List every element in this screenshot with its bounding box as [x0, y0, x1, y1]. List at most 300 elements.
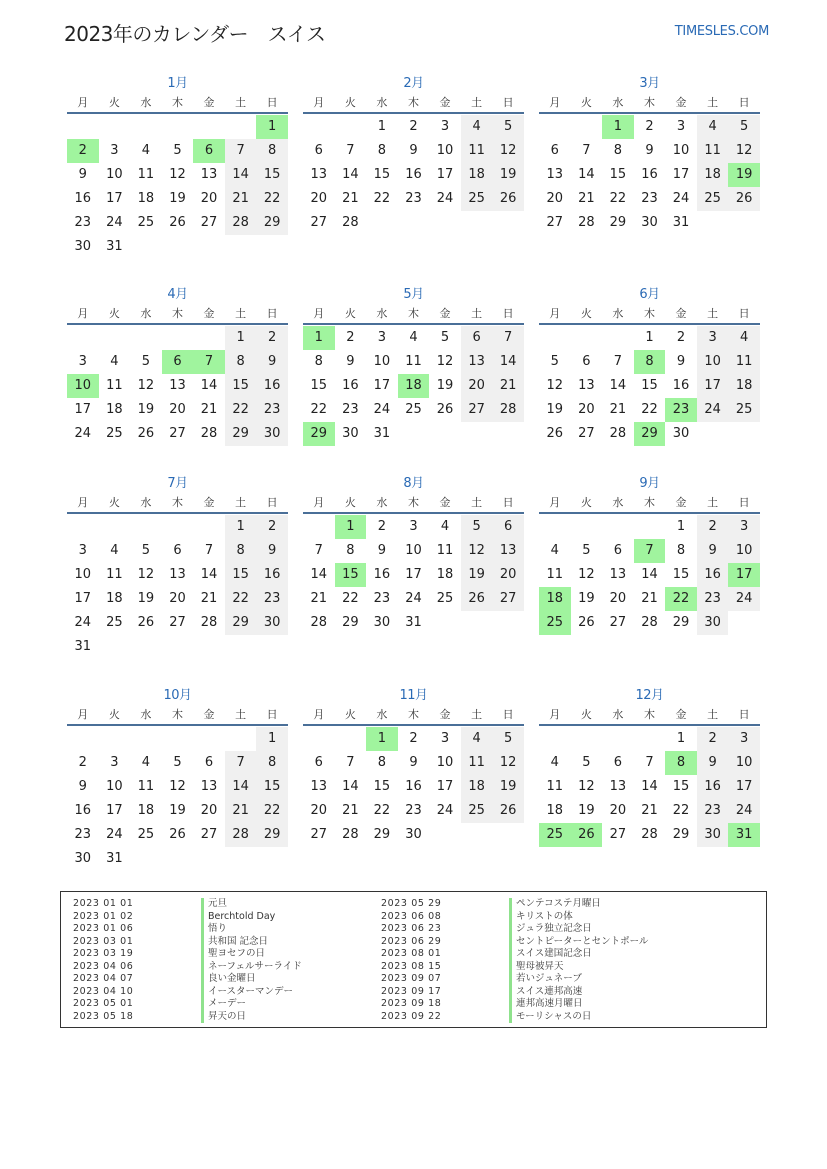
day-cell: 10 — [672, 143, 690, 158]
day-cell: 20 — [310, 191, 328, 206]
day-cell: 22 — [609, 191, 627, 206]
holiday-day-cell: 22 — [665, 587, 697, 611]
weekday-label: 火 — [108, 307, 120, 320]
day-cell: 23 — [373, 591, 391, 606]
day-cell: 14 — [200, 378, 218, 393]
day-cell: 16 — [74, 803, 92, 818]
day-cell: 7 — [613, 354, 623, 369]
day-cell: 25 — [137, 215, 155, 230]
month-block — [303, 73, 524, 235]
day-cell: 9 — [377, 543, 387, 558]
day-cell: 12 — [169, 167, 186, 182]
legend-row — [73, 948, 302, 961]
day-cell: 17 — [436, 167, 454, 182]
day-cell: 15 — [256, 775, 288, 799]
weekday-label: 火 — [580, 496, 592, 509]
empty-cell — [130, 515, 162, 539]
day-cell: 3 — [377, 330, 387, 345]
holiday-name: Berchtold Day — [201, 911, 275, 924]
holiday-day-cell: 6 — [162, 350, 194, 374]
day-cell: 12 — [578, 567, 595, 582]
day-cell: 28 — [342, 215, 359, 230]
day-cell: 21 — [225, 187, 257, 211]
day-cell: 4 — [728, 326, 760, 350]
weekday-label: 日 — [502, 496, 514, 509]
holiday-day-cell: 8 — [665, 751, 697, 775]
empty-cell — [162, 515, 194, 539]
day-cell: 27 — [200, 215, 218, 230]
day-cell: 31 — [106, 239, 123, 254]
weekday-header — [303, 95, 524, 114]
month-name: 3月 — [639, 76, 660, 91]
day-cell: 24 — [436, 803, 454, 818]
day-grid — [539, 514, 760, 635]
day-cell: 21 — [310, 591, 328, 606]
day-cell: 19 — [578, 803, 595, 818]
month-block — [539, 284, 760, 446]
day-cell: 28 — [492, 398, 524, 422]
day-cell: 14 — [609, 378, 627, 393]
weekday-label: 水 — [376, 708, 388, 721]
weekday-label: 土 — [471, 496, 483, 509]
weekday-label: 木 — [407, 496, 419, 509]
day-cell: 31 — [405, 615, 422, 630]
day-cell: 27 — [609, 827, 627, 842]
day-cell: 22 — [373, 191, 391, 206]
day-cell: 1 — [676, 519, 686, 534]
holiday-date: 2023 04 07 — [73, 973, 134, 984]
month-name: 8月 — [403, 476, 424, 491]
weekday-label: 水 — [140, 96, 152, 109]
holiday-name: ネーフェルサーライド — [201, 961, 302, 974]
weekday-label: 火 — [580, 307, 592, 320]
day-grid — [67, 726, 288, 871]
day-cell: 22 — [672, 803, 690, 818]
weekday-header — [539, 707, 760, 726]
day-cell: 27 — [609, 615, 627, 630]
day-cell: 12 — [492, 751, 524, 775]
day-cell: 31 — [106, 851, 123, 866]
day-cell: 24 — [74, 426, 92, 441]
day-cell: 26 — [492, 799, 524, 823]
weekday-label: 木 — [171, 96, 183, 109]
weekday-header — [539, 495, 760, 514]
day-cell: 31 — [74, 639, 92, 654]
site-name[interactable]: TIMESLES.COM — [674, 24, 769, 39]
holiday-name: 聖ヨセフの日 — [201, 948, 265, 961]
day-cell: 9 — [676, 354, 686, 369]
day-cell: 27 — [546, 215, 564, 230]
weekday-label: 土 — [707, 96, 719, 109]
day-cell: 25 — [461, 187, 493, 211]
holiday-date: 2023 05 29 — [381, 898, 442, 909]
day-cell: 30 — [697, 611, 729, 635]
day-cell: 5 — [141, 543, 151, 558]
holiday-day-cell: 1 — [366, 727, 398, 751]
month-block — [67, 685, 288, 871]
legend-row — [381, 1011, 648, 1024]
legend-row — [381, 898, 648, 911]
day-cell: 29 — [225, 422, 257, 446]
month-name: 10月 — [163, 688, 192, 703]
empty-cell — [130, 727, 162, 751]
day-cell: 18 — [546, 803, 564, 818]
day-cell: 25 — [728, 398, 760, 422]
empty-cell — [571, 115, 603, 139]
day-cell: 29 — [672, 615, 690, 630]
day-cell: 11 — [137, 167, 155, 182]
day-cell: 5 — [440, 330, 450, 345]
day-cell: 8 — [314, 354, 323, 369]
day-cell: 30 — [342, 426, 359, 441]
weekday-label: 月 — [313, 307, 325, 320]
day-cell: 26 — [461, 587, 493, 611]
weekday-label: 金 — [203, 96, 215, 109]
weekday-label: 水 — [140, 708, 152, 721]
weekday-label: 水 — [612, 96, 624, 109]
day-cell: 27 — [492, 587, 524, 611]
day-cell: 25 — [106, 615, 123, 630]
day-cell: 14 — [641, 567, 658, 582]
day-cell: 3 — [676, 119, 686, 134]
day-cell: 17 — [74, 591, 92, 606]
day-cell: 1 — [256, 727, 288, 751]
day-cell: 24 — [405, 591, 422, 606]
day-cell: 27 — [310, 215, 328, 230]
weekday-label: 水 — [612, 496, 624, 509]
weekday-header — [67, 707, 288, 726]
month-name: 9月 — [639, 476, 660, 491]
legend-row — [381, 936, 648, 949]
day-cell: 9 — [409, 755, 418, 770]
day-cell: 3 — [728, 515, 760, 539]
day-cell: 21 — [342, 191, 359, 206]
weekday-label: 木 — [643, 96, 655, 109]
day-cell: 5 — [492, 115, 524, 139]
weekday-label: 土 — [471, 307, 483, 320]
day-cell: 17 — [106, 803, 123, 818]
day-cell: 9 — [346, 354, 355, 369]
day-cell: 23 — [405, 191, 422, 206]
day-cell: 19 — [492, 775, 524, 799]
legend-column-right — [381, 898, 648, 1023]
day-cell: 14 — [578, 167, 595, 182]
day-cell: 22 — [641, 402, 658, 417]
day-cell: 11 — [546, 779, 564, 794]
month-block — [67, 284, 288, 446]
day-cell: 28 — [200, 426, 218, 441]
weekday-header — [303, 306, 524, 325]
day-cell: 26 — [169, 827, 186, 842]
day-cell: 24 — [672, 191, 690, 206]
day-cell: 1 — [225, 326, 257, 350]
empty-cell — [303, 727, 335, 751]
day-cell: 14 — [225, 163, 257, 187]
day-cell: 26 — [137, 615, 155, 630]
day-cell: 7 — [225, 139, 257, 163]
day-cell: 23 — [405, 803, 422, 818]
day-cell: 8 — [225, 350, 257, 374]
day-cell: 22 — [225, 587, 257, 611]
holiday-name: 連邦高速月曜日 — [509, 998, 583, 1011]
day-cell: 18 — [137, 803, 155, 818]
weekday-label: 水 — [376, 307, 388, 320]
weekday-label: 月 — [549, 708, 561, 721]
weekday-label: 火 — [344, 496, 356, 509]
legend-row — [381, 973, 648, 986]
holiday-date: 2023 09 18 — [381, 998, 442, 1009]
weekday-label: 木 — [407, 708, 419, 721]
day-cell: 13 — [492, 539, 524, 563]
day-cell: 27 — [169, 426, 186, 441]
day-cell: 1 — [645, 330, 654, 345]
day-cell: 29 — [342, 615, 359, 630]
month-block — [67, 73, 288, 259]
legend-row — [73, 936, 302, 949]
weekday-label: 水 — [140, 307, 152, 320]
holiday-date: 2023 06 23 — [381, 923, 442, 934]
day-cell: 7 — [204, 543, 214, 558]
weekday-header — [303, 707, 524, 726]
day-cell: 14 — [342, 167, 359, 182]
weekday-label: 土 — [471, 708, 483, 721]
holiday-date: 2023 01 02 — [73, 910, 134, 922]
day-cell: 28 — [310, 615, 328, 630]
day-cell: 29 — [225, 611, 257, 635]
day-cell: 23 — [74, 215, 92, 230]
day-cell: 4 — [110, 543, 119, 558]
weekday-label: 日 — [502, 307, 514, 320]
day-cell: 11 — [728, 350, 760, 374]
empty-cell — [99, 326, 131, 350]
holiday-name: 良い金曜日 — [201, 973, 256, 986]
holiday-day-cell: 29 — [303, 422, 335, 446]
day-cell: 15 — [225, 374, 257, 398]
weekday-label: 金 — [439, 96, 451, 109]
holiday-date: 2023 04 06 — [73, 960, 134, 972]
holiday-day-cell: 1 — [256, 115, 288, 139]
day-cell: 4 — [550, 755, 559, 770]
weekday-label: 土 — [235, 708, 247, 721]
weekday-label: 金 — [203, 708, 215, 721]
day-cell: 5 — [582, 755, 591, 770]
day-cell: 19 — [578, 591, 595, 606]
weekday-label: 月 — [77, 496, 89, 509]
day-cell: 3 — [440, 119, 450, 134]
holiday-name: 聖母被昇天 — [509, 961, 564, 974]
day-cell: 19 — [137, 402, 155, 417]
day-cell: 24 — [106, 215, 123, 230]
day-cell: 18 — [436, 567, 454, 582]
weekday-label: 火 — [344, 307, 356, 320]
empty-cell — [571, 727, 603, 751]
day-cell: 6 — [173, 543, 182, 558]
holiday-legend — [60, 891, 767, 1028]
day-cell: 14 — [492, 350, 524, 374]
day-cell: 30 — [672, 426, 690, 441]
day-cell: 20 — [169, 591, 186, 606]
legend-row — [73, 1011, 302, 1024]
day-cell: 12 — [461, 539, 493, 563]
legend-row — [73, 973, 302, 986]
day-cell: 20 — [200, 191, 218, 206]
day-cell: 21 — [578, 191, 595, 206]
legend-row — [381, 961, 648, 974]
weekday-header — [67, 306, 288, 325]
holiday-date: 2023 08 01 — [381, 948, 442, 959]
day-cell: 16 — [342, 378, 359, 393]
day-cell: 10 — [74, 567, 92, 582]
weekday-label: 日 — [266, 96, 278, 109]
weekday-label: 金 — [203, 307, 215, 320]
day-cell: 27 — [310, 827, 328, 842]
legend-row — [73, 986, 302, 999]
day-cell: 7 — [492, 326, 524, 350]
holiday-day-cell: 1 — [303, 326, 335, 350]
day-cell: 24 — [106, 827, 123, 842]
day-cell: 22 — [225, 398, 257, 422]
day-grid — [539, 114, 760, 235]
month-name: 12月 — [635, 688, 664, 703]
holiday-date: 2023 01 01 — [73, 898, 134, 909]
day-cell: 30 — [256, 422, 288, 446]
day-cell: 8 — [613, 143, 623, 158]
day-cell: 15 — [256, 163, 288, 187]
day-cell: 12 — [169, 779, 186, 794]
weekday-header — [539, 95, 760, 114]
day-cell: 10 — [373, 354, 391, 369]
holiday-day-cell: 6 — [193, 139, 225, 163]
day-cell: 13 — [609, 779, 627, 794]
empty-cell — [99, 727, 131, 751]
day-cell: 26 — [436, 402, 454, 417]
day-cell: 28 — [641, 827, 658, 842]
empty-cell — [193, 115, 225, 139]
day-cell: 9 — [645, 143, 654, 158]
day-cell: 4 — [697, 115, 729, 139]
holiday-name: スイス建国記念日 — [509, 948, 592, 961]
day-cell: 3 — [409, 519, 418, 534]
day-cell: 19 — [492, 163, 524, 187]
day-cell: 22 — [342, 591, 359, 606]
day-cell: 18 — [106, 591, 123, 606]
empty-cell — [99, 515, 131, 539]
day-cell: 16 — [697, 775, 729, 799]
weekday-label: 水 — [376, 96, 388, 109]
day-cell: 29 — [672, 827, 690, 842]
holiday-name: キリストの体 — [509, 911, 573, 924]
weekday-label: 木 — [171, 307, 183, 320]
day-cell: 28 — [609, 426, 627, 441]
day-cell: 24 — [697, 398, 729, 422]
day-cell: 31 — [672, 215, 690, 230]
day-cell: 7 — [645, 755, 654, 770]
day-cell: 11 — [106, 567, 123, 582]
empty-cell — [130, 326, 162, 350]
holiday-day-cell: 26 — [571, 823, 603, 847]
day-cell: 9 — [256, 350, 288, 374]
day-cell: 1 — [676, 731, 686, 746]
holiday-day-cell: 2 — [67, 139, 99, 163]
month-name: 6月 — [639, 287, 660, 302]
weekday-label: 火 — [344, 96, 356, 109]
empty-cell — [634, 727, 666, 751]
day-cell: 21 — [641, 803, 658, 818]
month-block — [303, 473, 524, 635]
day-cell: 11 — [137, 779, 155, 794]
month-name: 11月 — [399, 688, 428, 703]
weekday-label: 月 — [77, 96, 89, 109]
holiday-day-cell: 1 — [335, 515, 367, 539]
month-name: 1月 — [167, 76, 188, 91]
weekday-label: 木 — [171, 708, 183, 721]
holiday-day-cell: 7 — [193, 350, 225, 374]
day-cell: 11 — [461, 751, 493, 775]
weekday-label: 水 — [612, 708, 624, 721]
day-cell: 20 — [200, 803, 218, 818]
empty-cell — [335, 115, 367, 139]
day-cell: 15 — [609, 167, 627, 182]
day-cell: 13 — [578, 378, 595, 393]
day-cell: 17 — [74, 402, 92, 417]
empty-cell — [335, 727, 367, 751]
day-cell: 25 — [405, 402, 422, 417]
empty-cell — [130, 115, 162, 139]
weekday-label: 金 — [439, 496, 451, 509]
day-cell: 4 — [440, 519, 450, 534]
weekday-label: 水 — [376, 496, 388, 509]
day-cell: 1 — [225, 515, 257, 539]
empty-cell — [99, 115, 131, 139]
day-cell: 7 — [346, 143, 355, 158]
day-cell: 26 — [728, 187, 760, 211]
month-block — [539, 73, 760, 235]
day-cell: 9 — [409, 143, 418, 158]
weekday-label: 水 — [612, 307, 624, 320]
holiday-date: 2023 06 08 — [381, 910, 442, 922]
day-cell: 18 — [728, 374, 760, 398]
day-cell: 10 — [436, 143, 454, 158]
day-cell: 12 — [436, 354, 454, 369]
day-cell: 3 — [110, 143, 119, 158]
day-grid — [539, 726, 760, 847]
weekday-label: 金 — [439, 708, 451, 721]
weekday-label: 月 — [549, 96, 561, 109]
day-cell: 17 — [405, 567, 422, 582]
day-cell: 18 — [106, 402, 123, 417]
holiday-day-cell: 31 — [728, 823, 760, 847]
day-cell: 13 — [461, 350, 493, 374]
day-cell: 28 — [641, 615, 658, 630]
empty-cell — [67, 515, 99, 539]
month-block — [539, 473, 760, 635]
weekday-label: 月 — [77, 708, 89, 721]
holiday-name: 若いジュネーブ — [509, 973, 582, 986]
day-cell: 30 — [256, 611, 288, 635]
day-cell: 13 — [609, 567, 627, 582]
day-cell: 12 — [578, 779, 595, 794]
day-cell: 17 — [436, 779, 454, 794]
month-name: 4月 — [167, 287, 188, 302]
day-cell: 11 — [106, 378, 123, 393]
holiday-day-cell: 18 — [398, 374, 430, 398]
day-cell: 10 — [405, 543, 422, 558]
empty-cell — [602, 727, 634, 751]
month-block — [303, 284, 524, 446]
weekday-label: 日 — [266, 496, 278, 509]
day-cell: 9 — [697, 539, 729, 563]
day-cell: 20 — [546, 191, 564, 206]
